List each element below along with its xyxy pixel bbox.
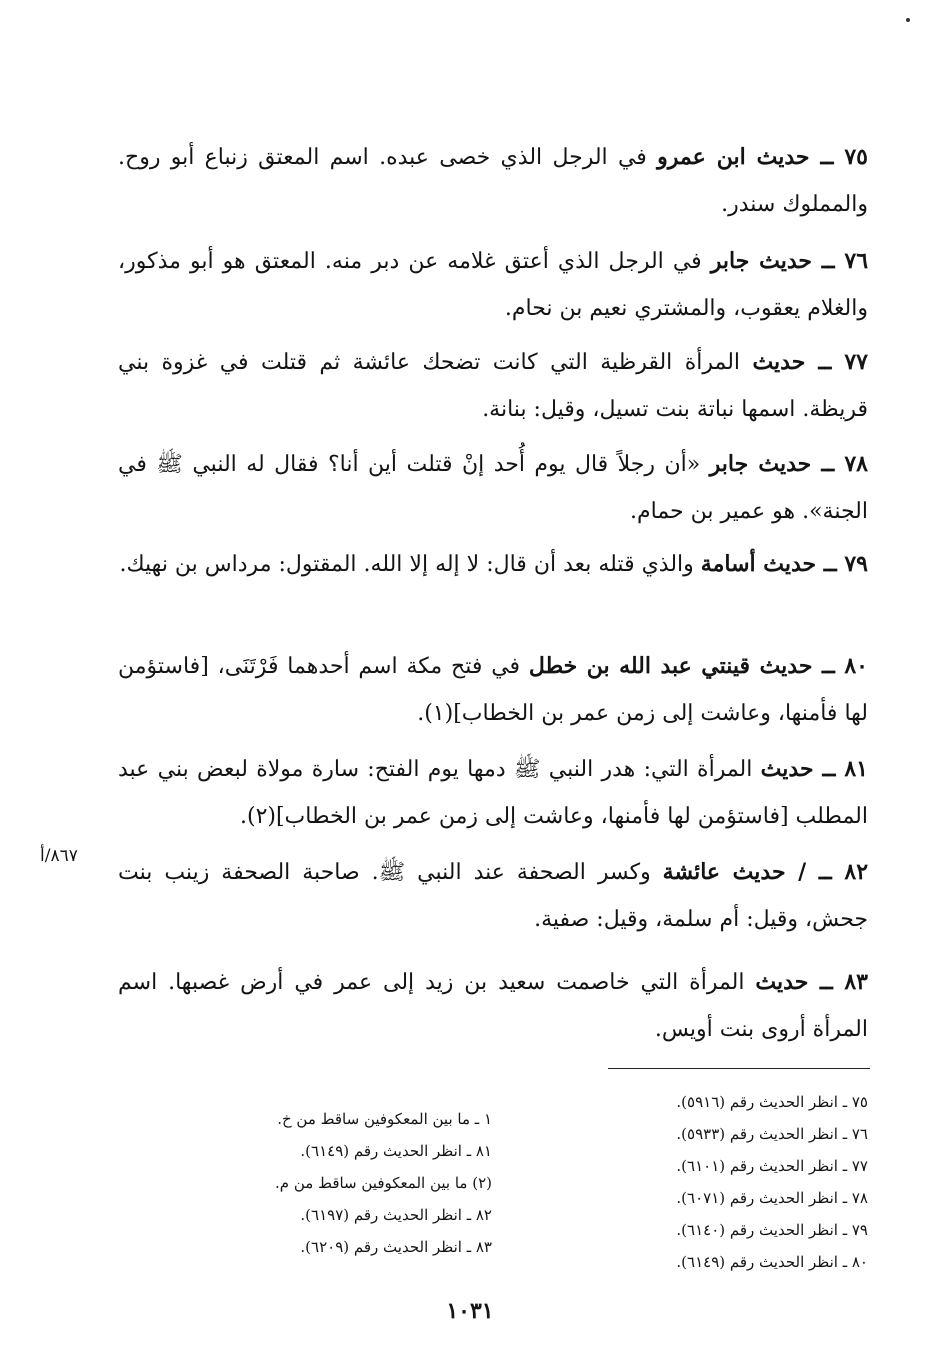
hadith-entry-76 — [118, 238, 868, 332]
footnote: ٧٨ ـ انظر الحديث رقم (٦٠٧١). — [676, 1189, 868, 1207]
entry-body: المرأة التي: هدر النبي ﷺ دمها يوم الفتح: سارة مولاة لبعض بني عبد المطلب [فاستؤمن لها فأمنها، وعاشت إلى زمن عمر بن الخطاب](٢). — [118, 757, 868, 829]
hadith-entry-77 — [118, 339, 868, 433]
entry-heading: ٧٥ ــ حديث ابن عمرو — [657, 144, 868, 170]
footnotes-left-column — [228, 1103, 492, 1263]
footnote: ٨٠ ـ انظر الحديث رقم (٦١٤٩). — [676, 1253, 868, 1271]
entry-body: والذي قتله بعد أن قال: لا إله إلا الله. المقتول: مرداس بن نهيك. — [119, 552, 701, 577]
footnote: ٨١ ـ انظر الحديث رقم (٦١٤٩). — [300, 1142, 492, 1160]
entry-heading: ٨١ ــ حديث — [760, 756, 868, 782]
footnote: ٧٩ ـ انظر الحديث رقم (٦١٤٠). — [676, 1221, 868, 1239]
hadith-entry-78 — [118, 441, 868, 535]
entry-body: المرأة القرظية التي كانت تضحك عائشة ثم قتلت في غزوة بني قريظة. اسمها نباتة بنت تسيل، وقيل: بنانة. — [118, 350, 868, 422]
entry-body: في فتح مكة اسم أحدهما فَرْتَنَى، [فاستؤمن لها فأمنها، وعاشت إلى زمن عمر بن الخطاب](١). — [118, 654, 868, 726]
entry-body: في الرجل الذي أعتق غلامه عن دبر منه. المعتق هو أبو مذكور، والغلام يعقوب، والمشتري نعيم بن نحام. — [118, 249, 868, 321]
hadith-entry-83 — [118, 959, 868, 1053]
entry-body: المرأة التي خاصمت سعيد بن زيد إلى عمر في أرض غصبها. اسم المرأة أروى بنت أويس. — [118, 970, 868, 1042]
entry-heading: ٧٨ ــ حديث جابر — [709, 451, 868, 477]
entry-heading: ٨٢ ــ / حديث عائشة — [662, 859, 869, 885]
entry-body: وكسر الصحفة عند النبي ﷺ. صاحبة الصحفة زينب بنت جحش، وقيل: أم سلمة، وقيل: صفية. — [118, 860, 868, 932]
footnote: ٧٥ ـ انظر الحديث رقم (٥٩١٦). — [676, 1093, 868, 1111]
hadith-entry-81 — [118, 746, 868, 840]
footnote: ٨٣ ـ انظر الحديث رقم (٦٢٠٩). — [300, 1238, 492, 1256]
entry-heading: ٨٠ ــ حديث قينتي عبد الله بن خطل — [528, 653, 868, 679]
manuscript-folio-note: ٨٦٧/أ — [40, 846, 78, 866]
footnote: (٢) ما بين المعكوفين ساقط من م. — [275, 1174, 492, 1192]
hadith-entry-80 — [118, 643, 868, 737]
entry-heading: ٧٩ ــ حديث أسامة — [700, 551, 868, 577]
footnote: ٧٧ ـ انظر الحديث رقم (٦١٠١). — [676, 1157, 868, 1175]
entry-body: في الرجل الذي خصى عبده. اسم المعتق زنباع أبو روح. والمملوك سندر. — [118, 145, 868, 217]
footnote: ١ ـ ما بين المعكوفين ساقط من خ. — [277, 1110, 492, 1128]
scan-speck — [906, 18, 910, 22]
entry-heading: ٧٧ ــ حديث — [752, 349, 868, 375]
footnote-separator — [608, 1068, 870, 1069]
hadith-entry-82 — [118, 849, 868, 943]
entry-body: «أن رجلاً قال يوم أُحد إنْ قتلت أين أنا؟ فقال له النبي ﷺ في الجنة». هو عمير بن حمام. — [118, 452, 868, 524]
footnotes-right-column — [618, 1086, 868, 1278]
hadith-entry-75 — [118, 134, 868, 228]
footnote: ٨٢ ـ انظر الحديث رقم (٦١٩٧). — [300, 1206, 492, 1224]
page-number: ١٠٣١ — [446, 1298, 494, 1324]
hadith-entry-79 — [118, 541, 868, 588]
entry-heading: ٨٣ ــ حديث — [755, 969, 868, 995]
entry-heading: ٧٦ ــ حديث جابر — [710, 248, 869, 274]
footnote: ٧٦ ـ انظر الحديث رقم (٥٩٣٣). — [676, 1125, 868, 1143]
